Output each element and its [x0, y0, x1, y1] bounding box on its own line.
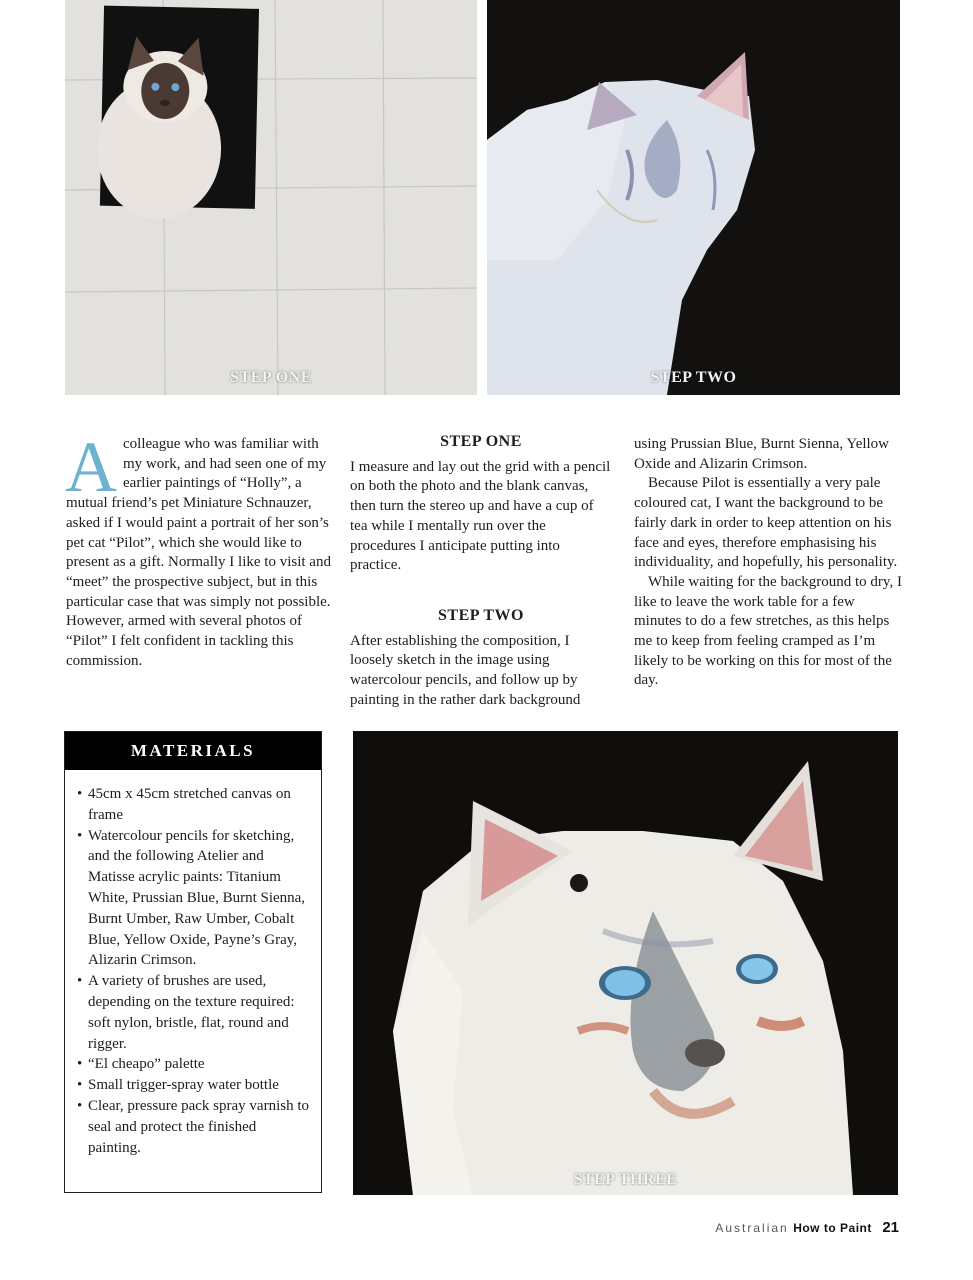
- step-one-canvas-grid-image: [65, 0, 477, 395]
- step-one-heading: STEP ONE: [440, 433, 522, 450]
- intro-column: [65, 427, 334, 671]
- drop-cap: A: [65, 427, 117, 507]
- footer-magazine-name: Australian: [715, 1221, 789, 1235]
- intro-text: colleague who was familiar with my work, and had seen one of my earlier paintings of “Holly”, a mutual friend’s pet Miniature Schnauzer, asked if I would paint a portrait of her son’s pet cat “Pilot”, which she would like to present as a gift. Normally I like to visit and “meet” the prospective subject, but in this particular case that was simply not possible. However, armed with several photos of “Pilot” I felt confident in tackling this commission.: [66, 436, 331, 669]
- intro-paragraph: [65, 427, 334, 671]
- column-three-paragraph-1: using Prussian Blue, Burnt Sienna, Yellow Oxide and Alizarin Crimson.: [634, 436, 890, 472]
- photo-step-three: [353, 731, 898, 1195]
- step-one-caption: STEP ONE: [230, 369, 312, 386]
- step-three-caption: STEP THREE: [573, 1171, 678, 1188]
- step-one-text: I measure and lay out the grid with a pencil on both the photo and the blank canvas, then turn the stereo up and have a cup of tea while I mentally run over the procedures I anticipate putting into practice.: [350, 458, 611, 574]
- photo-step-two: [487, 0, 900, 395]
- materials-item: • Watercolour pencils for sketching, and the following Atelier and Matisse acrylic paints: Titanium White, Prussian Blue, Burnt Sienna, Burnt Umber, Raw Umber, Cobalt Blue, Yellow Oxide, Payne’s Gray, Alizarin Crimson.: [77, 826, 311, 972]
- materials-item: • A variety of brushes are used, depending on the texture required: soft nylon, bristle, flat, round and rigger.: [77, 971, 311, 1054]
- steps-column: [350, 432, 612, 710]
- materials-item: • 45cm x 45cm stretched canvas on frame: [77, 784, 311, 826]
- photo-step-one: [65, 0, 477, 395]
- step-two-painting-image: [487, 0, 900, 395]
- materials-heading: MATERIALS: [65, 732, 321, 770]
- step-two-heading: STEP TWO: [438, 606, 524, 624]
- materials-item: • Clear, pressure pack spray varnish to seal and protect the finished painting.: [77, 1096, 311, 1158]
- continuation-column: [634, 435, 902, 691]
- materials-item: • Small trigger-spray water bottle: [77, 1075, 311, 1096]
- footer-magazine-title: How to Paint: [793, 1221, 872, 1235]
- column-three-paragraph-2: Because Pilot is essentially a very pale coloured cat, I want the background to be fairly dark in order to keep attention on his face and eyes, therefore emphasising his individuality, and hopefully, his personality.: [634, 475, 898, 571]
- materials-list: [65, 770, 321, 1158]
- column-three-paragraph-3: While waiting for the background to dry, I like to leave the work table for a few minutes to do a few stretches, as this helps me to keep from feeling cramped as I’m likely to be working on this for most of the day.: [634, 573, 902, 689]
- page-footer: [715, 1219, 899, 1237]
- materials-item: • “El cheapo” palette: [77, 1054, 311, 1075]
- step-two-caption: STEP TWO: [650, 369, 737, 386]
- step-two-text: After establishing the composition, I loosely sketch in the image using watercolour pencils, and follow up by painting in the rather dark background: [350, 632, 581, 708]
- step-three-painting-image: [353, 731, 898, 1195]
- materials-box: [64, 731, 322, 1193]
- page-number: 21: [882, 1219, 899, 1236]
